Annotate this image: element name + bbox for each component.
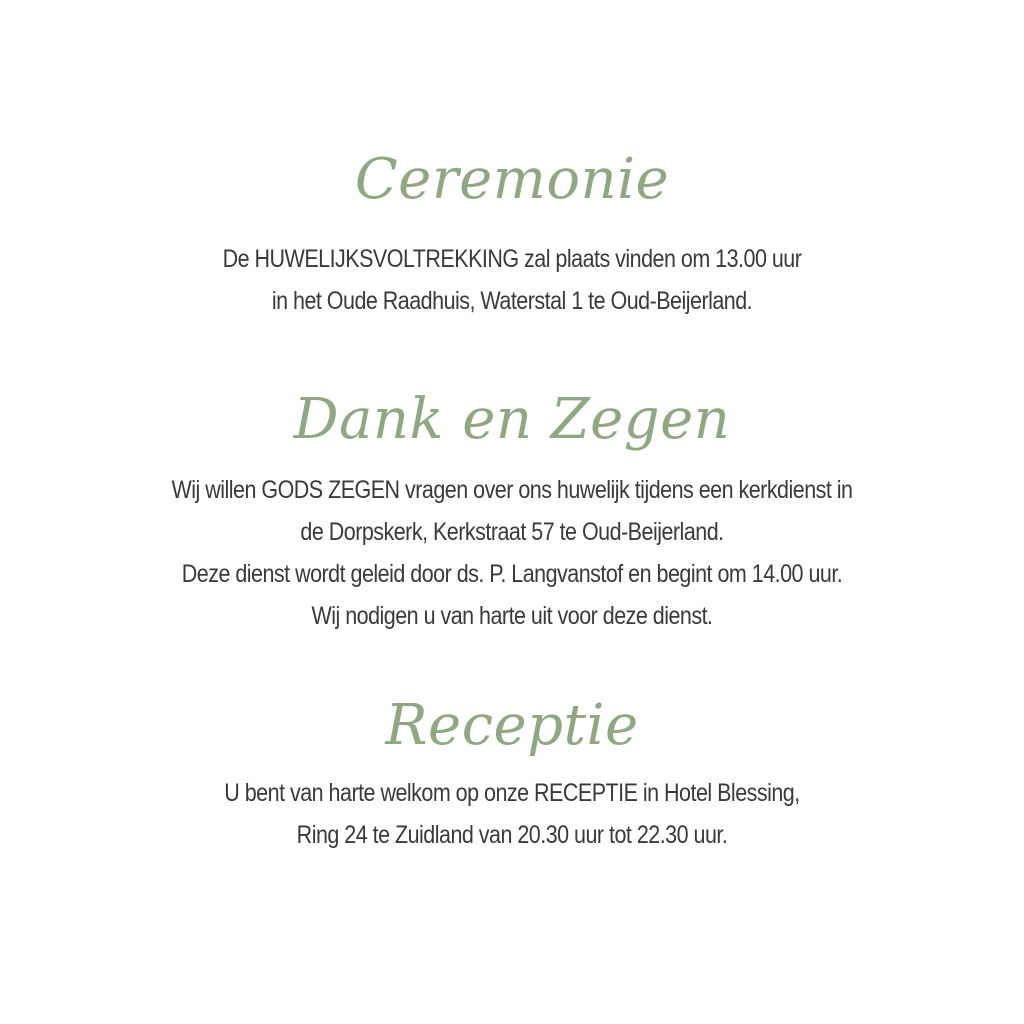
receptie-line: Ring 24 te Zuidland van 20.30 uur tot 22.30 uur. <box>296 821 728 849</box>
ceremonie-line: in het Oude Raadhuis, Waterstal 1 te Oud-Beijerland. <box>271 287 753 315</box>
dank-en-zegen-line: Wij nodigen u van harte uit voor deze dienst. <box>311 602 713 630</box>
ceremonie-text <box>72 238 953 322</box>
receptie-line: U bent van harte welkom op onze RECEPTIE in Hotel Blessing, <box>224 779 800 807</box>
receptie-section <box>0 693 1024 856</box>
dank-en-zegen-text <box>72 469 953 637</box>
ceremonie-line: De HUWELIJKSVOLTREKKING zal plaats vinden om 13.00 uur <box>222 245 802 273</box>
dank-en-zegen-line: de Dorpskerk, Kerkstraat 57 te Oud-Beijerland. <box>300 518 724 546</box>
receptie-text <box>72 772 953 856</box>
dank-en-zegen-heading: Dank en Zegen <box>293 387 731 452</box>
ceremonie-heading: Ceremonie <box>354 147 670 212</box>
dank-en-zegen-section <box>0 387 1024 637</box>
ceremonie-section <box>0 147 1024 322</box>
dank-en-zegen-line: Deze dienst wordt geleid door ds. P. Langvanstof en begint om 14.00 uur. <box>181 560 843 588</box>
receptie-heading: Receptie <box>385 693 639 758</box>
dank-en-zegen-line: Wij willen GODS ZEGEN vragen over ons huwelijk tijdens een kerkdienst in <box>171 476 853 504</box>
